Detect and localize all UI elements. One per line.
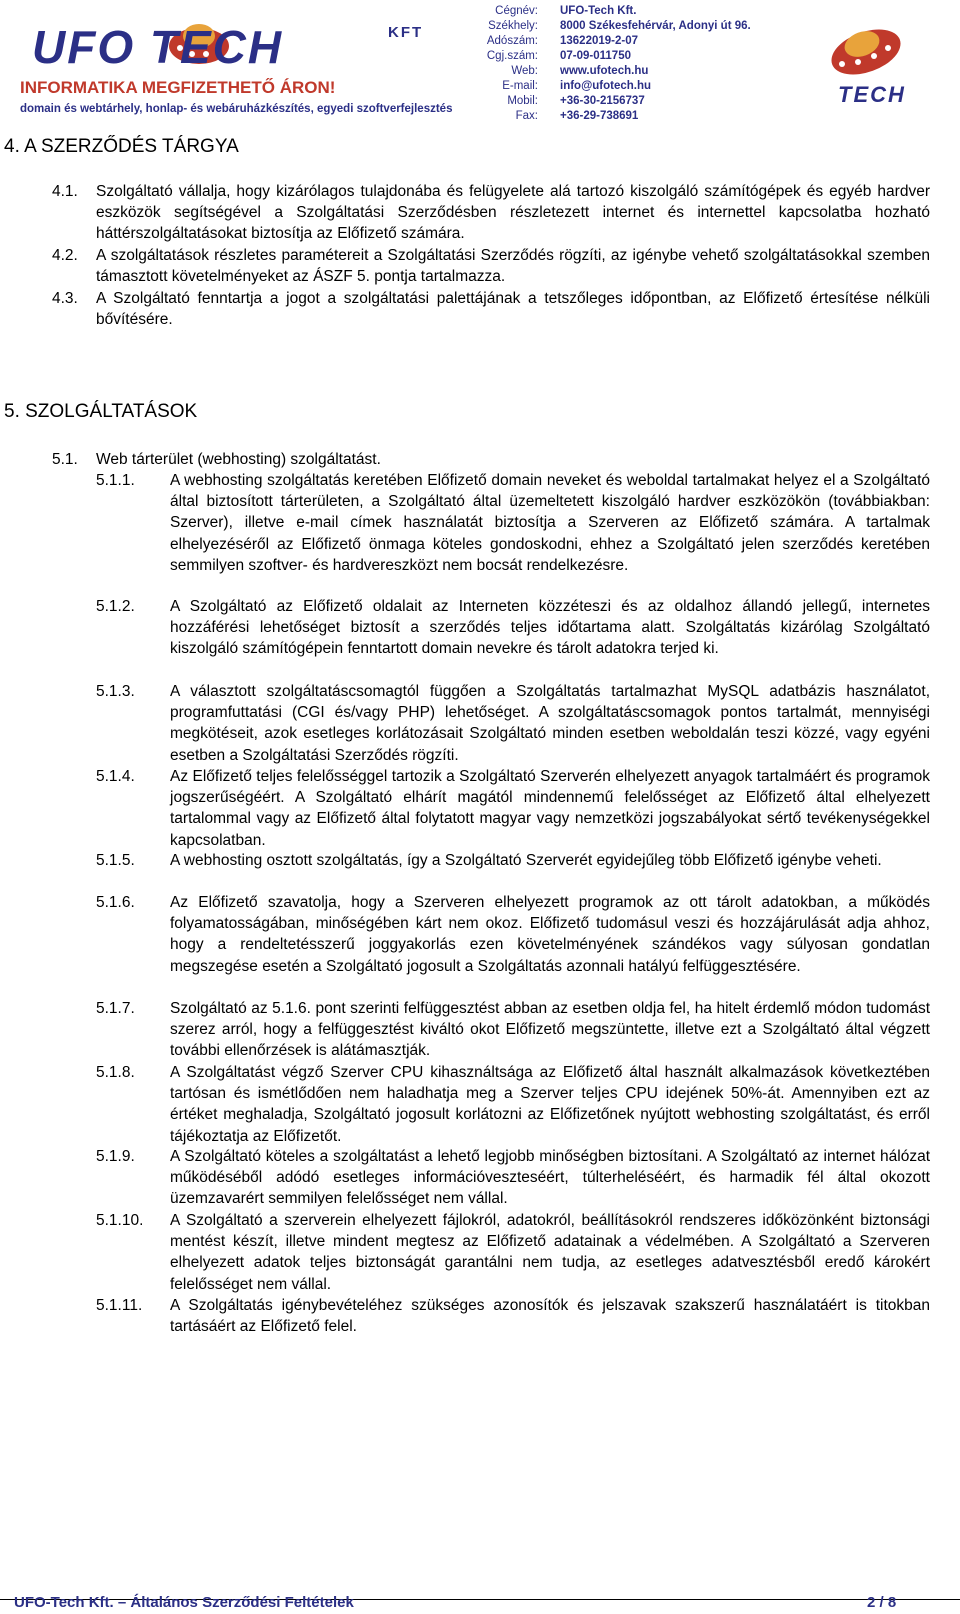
item-number: 4.3. xyxy=(52,290,78,307)
item-text: Szolgáltató az 5.1.6. pont szerinti felfüggesztést abban az esetben oldja fel, ha hitelt érdemlő módon tudomást szerez arról, hogy a felfüggesztést kiváltó okot Előfizető megszüntette, illetve ezt a Szolgáltató által végzett további ellenőrzések is alátámasztják. xyxy=(170,1000,930,1060)
subsection-title: Web tárterület (webhosting) szolgáltatást. xyxy=(96,451,381,468)
company-info-row xyxy=(468,34,751,49)
item-number: 5.1.8. xyxy=(96,1064,135,1081)
sub-slogan: domain és webtárhely, honlap- és webáruházkészítés, egyedi szoftverfejlesztés xyxy=(20,103,453,115)
company-info-row xyxy=(468,49,751,64)
company-web-link[interactable]: www.ufotech.hu xyxy=(560,65,649,77)
company-info-value: 8000 Székesfehérvár, Adonyi út 96. xyxy=(560,20,751,32)
company-info-row xyxy=(468,4,751,19)
slogan: INFORMATIKA MEGFIZETHETŐ ÁRON! xyxy=(20,78,336,97)
company-info-row xyxy=(468,94,751,109)
item-number: 5.1.10. xyxy=(96,1212,144,1229)
company-info-label: Székhely: xyxy=(488,20,538,32)
item-text: A Szolgáltatás igénybevételéhez szükséges azonosítók és jelszavak szakszerű használatáért is titokban tartásáért az Előfizető felel. xyxy=(170,1297,930,1336)
item-text: Szolgáltató vállalja, hogy kizárólagos tulajdonába és felügyelete alá tartozó kiszolgáló számítógépek és egyéb hardver eszközök segítségével a Szolgáltatási Szerződésben részletezett internet és internettel kapcsolatba hozható háttérszolgáltatásokat biztosítja az Előfizető számára. xyxy=(96,183,930,243)
item-number: 5.1.6. xyxy=(96,894,135,911)
company-info-value: +36-29-738691 xyxy=(560,110,639,122)
company-info-label: Cégnév: xyxy=(495,5,538,17)
company-info-value: 13622019-2-07 xyxy=(560,35,639,47)
company-info-row xyxy=(468,19,751,34)
item-text: A választott szolgáltatáscsomagtól függően a Szolgáltatás tartalmazhat MySQL adatbázis használatot, programfuttatási (CGI és/vagy PHP) lehetőséget. A szolgáltatáscsomagok pontos tartalmát, mennyiségi megkötéseit, azok esetleges korlátozásait Szolgáltató minden esetben weboldalán teszi közzé, vagy egyéni esetben a Szolgáltatási Szerződés rögzíti. xyxy=(170,683,930,764)
item-number: 5.1.11. xyxy=(96,1297,143,1314)
item-text: A webhosting szolgáltatás keretében Előfizető domain neveket és weboldal tartalmakat helyez el a Szolgáltató által biztosított tárterületen, a Szolgáltató által üzemeltetett kiszolgáló hardver eszközökön (továbbiakban: Szerver), illetve e-mail címek használatát biztosítja a Szerveren az Előfizető számára. A tartalmak elhelyezéséről az Előfizető önmaga köteles gondoskodni, ehhez a Szolgáltató jelen szerződés keretében semmilyen szoftver- és hardvereszközt nem bocsát rendelkezésre. xyxy=(170,472,930,574)
item-number: 5.1.7. xyxy=(96,1000,135,1017)
section-4-title: 4. A SZERZŐDÉS TÁRGYA xyxy=(4,136,239,157)
item-text: A Szolgáltató köteles a szolgáltatást a lehető legjobb minőségben biztosítani. A Szolgáltató az internet hálózat működéséből adódó esetleges információveszteséért, túlterheléséért, és harmadik fél által okozott üzemzavarért semmilyen felelősséget nem vállal. xyxy=(170,1148,930,1208)
company-info-value: +36-30-2156737 xyxy=(560,95,645,107)
company-info-label: Mobil: xyxy=(507,95,538,107)
item-number: 5.1.2. xyxy=(96,598,135,615)
company-info-row xyxy=(468,64,751,79)
document-header xyxy=(0,0,960,122)
footer-title: UFO-Tech Kft. – Általános Szerződési Feltételek xyxy=(14,1594,354,1611)
company-info-label: Web: xyxy=(511,65,538,77)
company-info-label: Cgj.szám: xyxy=(486,50,538,62)
item-text: Az Előfizető szavatolja, hogy a Szerveren elhelyezett programok az ott tárolt adatokban, a működés folyamatosságában, minőségében kárt nem okoz. Előfizető tudomásul veszi és hozzájárulását adja ahhoz, hogy a rendeltetésszerű joggyakorlás ezen követelményének szándékos vagy súlyosan gondatlan megszegése esetén a Szolgáltató jogosult a Szolgáltatás azonnali hatályú felfüggesztésére. xyxy=(170,894,930,975)
logo-text: UFO TECH xyxy=(32,21,284,73)
page-number: 2 / 8 xyxy=(867,1594,897,1611)
item-text: A Szolgáltató fenntartja a jogot a szolgáltatási palettájának a tetszőleges időpontban, az Előfizető értesítése nélküli bővítésére. xyxy=(96,290,930,329)
item-number: 4.2. xyxy=(52,247,78,264)
item-number: 5.1.1. xyxy=(96,472,135,489)
item-number: 5.1.4. xyxy=(96,768,135,785)
item-text: A Szolgáltató az Előfizető oldalait az Interneten közzéteszi és az oldalhoz állandó jellegű, internetes hozzáférési lehetőséget biztosít a szerződés teljes időtartama alatt. Szolgáltatás kizárólag Szolgáltató kiszolgáló számítógépein fenntartott domain nevekre és tárolt adatokra terjed ki. xyxy=(170,598,930,658)
company-info-label: Adószám: xyxy=(486,35,538,47)
item-text: A webhosting osztott szolgáltatás, így a Szolgáltató Szerverét egyidejűleg több Előfizető igénybe veheti. xyxy=(170,852,882,869)
item-number: 5.1.5. xyxy=(96,852,135,869)
item-number: 5.1.9. xyxy=(96,1148,135,1165)
right-logo-text: TECH xyxy=(838,82,906,107)
company-info-value: 07-09-011750 xyxy=(560,50,631,62)
item-number: 5.1.3. xyxy=(96,683,135,700)
company-info xyxy=(468,4,751,124)
item-text: A szolgáltatások részletes paramétereit a Szolgáltatási Szerződés rögzíti, az igénybe vehető szolgáltatásokkal szemben támasztott követelményeket az ÁSZF 5. pontja tartalmazza. xyxy=(96,247,930,286)
item-text: Az Előfizető teljes felelősséggel tartozik a Szolgáltató Szerverén elhelyezett anyagok tartalmáért és programok jogszerűségéért. A Szolgáltató elhárít magától mindennemű felelősséget az Előfizető által elhelyezett tartalommal vagy az Előfizető által folytatott magyar vagy nemzetközi jogszabályokat sértő tevékenységekkel kapcsolatban. xyxy=(170,768,930,849)
company-info-label: Fax: xyxy=(515,110,538,122)
logo-suffix: KFT xyxy=(388,24,424,41)
company-info-value: UFO-Tech Kft. xyxy=(560,5,637,17)
item-text: A Szolgáltatást végző Szerver CPU kihasználtsága az Előfizető által használt alkalmazások következtében tartósan és ismétlődően nem haladhatja meg a Szerver teljes CPU idejének 50%-át. Amennyiben ezt az értéket meghaladja, Szolgáltató jogosult korlátozni az Előfizetőnek nyújtott webhosting szolgáltatást, és erről tájékoztatja az Előfizetőt. xyxy=(170,1064,930,1145)
company-info-label: E-mail: xyxy=(502,80,538,92)
item-text: A Szolgáltató a szerverein elhelyezett fájlokról, adatokról, beállításokról rendszeres időközönként biztonsági mentést készít, illetve mindent megtesz az Előfizető adatainak a védelmében. A Szolgáltató a Szerveren elhelyezett adatok teljes biztonságát garantálni nem tudja, az esetleges adatvesztésből eredő károkért felelősséget nem vállal. xyxy=(170,1212,930,1293)
section-5-title: 5. SZOLGÁLTATÁSOK xyxy=(4,401,198,422)
company-info-row xyxy=(468,79,751,94)
company-email-link[interactable]: info@ufotech.hu xyxy=(560,80,652,92)
company-info-row xyxy=(468,109,751,124)
subsection-number: 5.1. xyxy=(52,451,78,468)
item-number: 4.1. xyxy=(52,183,78,200)
